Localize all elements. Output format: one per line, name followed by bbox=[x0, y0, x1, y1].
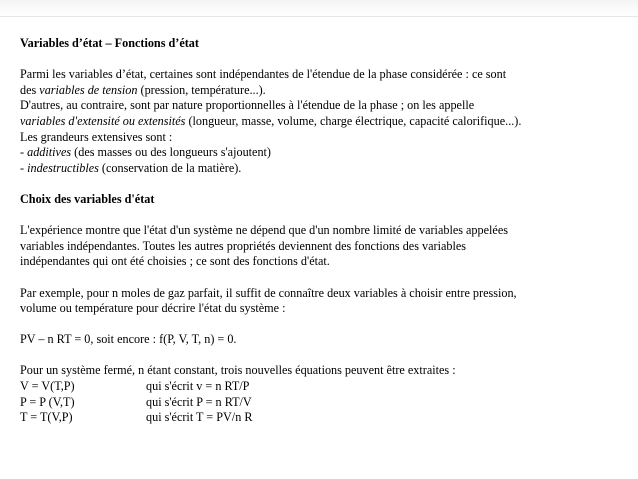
intro-line-5: Les grandeurs extensives sont : bbox=[20, 129, 173, 144]
intro-paragraph bbox=[20, 67, 625, 176]
equation-row bbox=[20, 410, 625, 426]
slide-content bbox=[20, 36, 625, 426]
state-equation: PV – n RT = 0, soit encore : f(P, V, T, n) = 0. bbox=[20, 332, 237, 347]
paragraph-experience bbox=[20, 223, 625, 270]
spacer bbox=[20, 52, 625, 68]
equation-left: V = V(T,P) bbox=[20, 379, 75, 394]
equation-right: qui s'écrit T = PV/n R bbox=[146, 410, 253, 425]
equation-list bbox=[20, 379, 625, 426]
text-segment: - bbox=[20, 160, 28, 175]
text-segment: (pression, température...). bbox=[137, 82, 266, 97]
slide-top-band bbox=[0, 0, 638, 16]
spacer bbox=[20, 176, 625, 192]
spacer bbox=[20, 208, 625, 224]
text-segment: (conservation de la matière). bbox=[98, 160, 242, 175]
spacer bbox=[20, 348, 625, 364]
equation-right: qui s'écrit P = n RT/V bbox=[146, 394, 252, 409]
equation-row bbox=[20, 395, 625, 411]
para2-line-1: Par exemple, pour n moles de gaz parfait, il suffit de connaître deux variables à choisir entre pression, bbox=[20, 285, 517, 300]
para3-line: Pour un système fermé, n étant constant, trois nouvelles équations peuvent être extraites : bbox=[20, 363, 456, 378]
text-segment: - bbox=[20, 145, 28, 160]
equation-left: T = T(V,P) bbox=[20, 410, 73, 425]
italic-term: indestructibles bbox=[27, 160, 99, 175]
paragraph-example bbox=[20, 286, 625, 317]
para1-line-1: L'expérience montre que l'état d'un système ne dépend que d'un nombre limité de variables appelées bbox=[20, 223, 508, 238]
text-segment: des bbox=[20, 82, 40, 97]
intro-line-3: D'autres, au contraire, sont par nature proportionnelles à l'étendue de la phase ; on les appelle bbox=[20, 98, 475, 113]
italic-term: variables de tension bbox=[39, 82, 138, 97]
text-segment: (des masses ou des longueurs s'ajoutent) bbox=[71, 145, 271, 160]
equation-left: P = P (V,T) bbox=[20, 394, 75, 409]
intro-line-2 bbox=[20, 83, 625, 99]
italic-term: variables d'extensité ou extensités bbox=[20, 113, 186, 128]
equation-right: qui s'écrit v = n RT/P bbox=[146, 379, 250, 394]
intro-line-1: Parmi les variables d’état, certaines sont indépendantes de l'étendue de la phase considérée : ce sont bbox=[20, 67, 507, 82]
para1-line-3: indépendantes qui ont été choisies ; ce sont des fonctions d'état. bbox=[20, 254, 330, 269]
para2-line-2: volume ou température pour décrire l'état du système : bbox=[20, 301, 286, 316]
spacer bbox=[20, 317, 625, 333]
slide-top-divider bbox=[0, 16, 638, 17]
equation-row bbox=[20, 379, 625, 395]
intro-line-6 bbox=[20, 145, 625, 161]
text-segment: (longueur, masse, volume, charge électrique, capacité calorifique...). bbox=[185, 113, 522, 128]
italic-term: additives bbox=[27, 145, 72, 160]
page-title: Variables d’état – Fonctions d’état bbox=[20, 36, 199, 50]
intro-line-7 bbox=[20, 161, 625, 177]
section-heading: Choix des variables d'état bbox=[20, 191, 155, 206]
spacer bbox=[20, 270, 625, 286]
intro-line-4 bbox=[20, 114, 625, 130]
para1-line-2: variables indépendantes. Toutes les autres propriétés deviennent des fonctions des variables bbox=[20, 238, 466, 253]
